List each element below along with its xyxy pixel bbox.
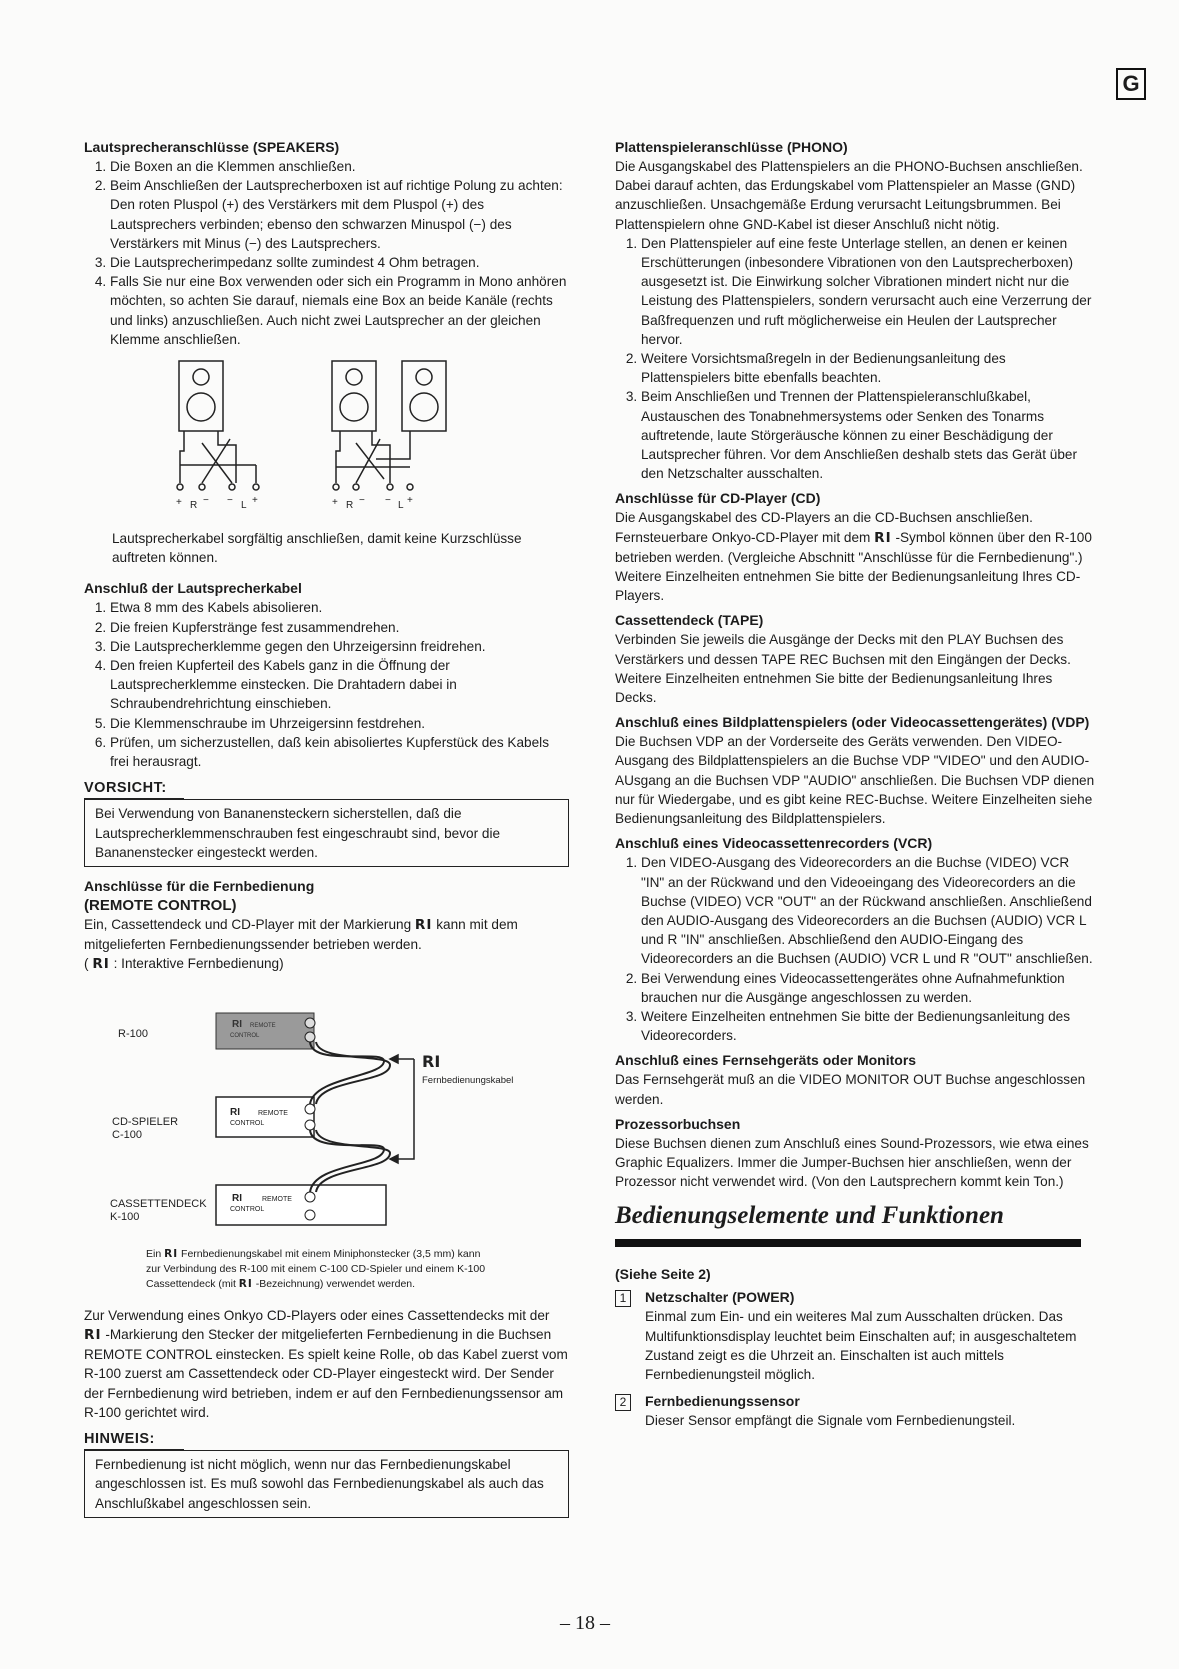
corner-mark: G [1116,68,1146,100]
tv-heading: Anschluß eines Fernsehgeräts oder Monitors [615,1052,917,1069]
list-item: 3. Weitere Einzelheiten entnehmen Sie bitte der Bedienungsanleitung des Videorecorders. [641,1007,1095,1045]
svg-text:RI: RI [232,1192,242,1204]
terminal-label: − [359,495,365,507]
control-item-sensor [615,1392,1095,1430]
terminal-label: + [176,497,182,509]
caution-block [84,779,569,867]
remote-subheading: (REMOTE CONTROL) [84,897,237,915]
hint-text: Fernbedienung ist nicht möglich, wenn nur das Fernbedienungskabel angeschlossen ist. Es muß sowohl das Fernbedienungskabel als auch das Anschlußkabel angeschlossen sein. [95,1457,544,1511]
control-text: Dieser Sensor empfängt die Signale vom Fernbedienungsteil. [645,1413,1016,1429]
controls-title: Bedienungselemente und Funktionen [615,1202,1004,1230]
list-item: 4. Falls Sie nur eine Box verwenden oder sich ein Programm in Mono anhören möchten, so achten Sie darauf, niemals eine Box an beide Kanäle (rechts und links) anzuschließen. Auch nicht zwei Lautsprecher an der gleichen Klemme anschließen. [110,272,569,349]
ri-symbol-icon: RI [84,1326,102,1343]
list-item: 1. Den Plattenspieler auf eine feste Unterlage stellen, an denen er keinen Erschütterungen (inbesondere Vibrationen von den Lautsprecherboxen) ausgesetzt ist. Die Einwirkung solcher Vibrationen mindert nicht nur die Leistung des Plattenspielers, sondern verursacht auch eine Verzerrung der Baßfrequenzen und ruft möglicherweise ein Heulen der Lautsprecher hervor. [641,234,1095,349]
phono-heading: Plattenspieleranschlüsse (PHONO) [615,139,848,155]
processor-section [615,1115,1095,1192]
left-column [84,138,569,1518]
list-item: 2. Beim Anschließen der Lautsprecherboxen ist auf richtige Polung zu achten: Den roten Pluspol (+) des Verstärkers mit dem Pluspol (+) des Lautsprechers verbinden; ebenso den schwarzen Minuspol (−) des Verstärkers mit Minus (−) des Lautsprechers. [110,176,569,253]
ri-symbol-icon: RI [164,1247,179,1260]
terminal-label: L [241,500,247,512]
svg-text:RI: RI [230,1106,240,1118]
terminal-label: R [346,500,354,512]
list-item: 3. Beim Anschließen und Trennen der Plattenspieleranschlußkabel, Austauschen des Tonabnehmersystems oder Senken des Tonarms auftretende, laute Störgeräusche können zu einer Beschädigung der Lautsprecher führen. Vor dem Anschließen deshalb stets das Gerät über den Netzschalter ausschalten. [641,387,1095,483]
svg-text:REMOTE: REMOTE [258,1109,288,1117]
ri-symbol-icon: RI [414,917,433,934]
terminal-label: + [252,495,258,507]
hint-block [84,1430,569,1518]
tv-text: Das Fernsehgerät muß an die VIDEO MONITOR OUT Buchse angeschlossen werden. [615,1072,1086,1107]
list-item: 2. Die freien Kupferstränge fest zusammendrehen. [110,618,569,637]
cable-section [84,579,569,771]
list-item: 1. Den VIDEO-Ausgang des Videorecorders an die Buchse (VIDEO) VCR "IN" an der Rückwand und den Videoeingang des Videorecorders an die Buchse (VIDEO) VCR "OUT" an der Rückwand anschließen. Anschließend den AUDIO-Ausgang des Videorecorders an die Buchsen (AUDIO) VCR L und R "IN" anschließen. Abschließend den AUDIO-Eingang des Videorecorders an die Buchsen (AUDIO) VCR L und R "OUT" anschließen. [641,853,1095,968]
speaker-wiring-diagram [84,355,564,525]
vdp-heading: Anschluß eines Bildplattenspielers (oder Videocassettengerätes) (VDP) [615,714,1090,731]
cd-heading: Anschlüsse für CD-Player (CD) [615,490,821,507]
vdp-section [615,713,1095,828]
ri-symbol-icon: RI [92,956,110,973]
title-rule [615,1239,1081,1247]
list-item: 2. Bei Verwendung eines Videocassettengerätes ohne Aufnahmefunktion brauchen nur die Ausgänge angeschlossen zu werden. [641,969,1095,1007]
list-item: 1. Die Boxen an die Klemmen anschließen. [110,157,569,176]
ri-symbol-icon: RI [238,1277,253,1290]
svg-text:CONTROL: CONTROL [230,1032,260,1039]
item-number: 2 [615,1394,631,1411]
tv-section [615,1051,1095,1108]
ri-symbol-icon: RI [874,529,892,546]
right-column [615,138,1095,1430]
diagram-caption: Ein RI Fernbedienungskabel mit einem Miniphonstecker (3,5 mm) kann zur Verbindung des R-100 mit einem C-100 CD-Spieler und einem K-100 Cassettendeck (mit RI -Bezeichnung) verwendet werden. [146,1247,486,1290]
list-item: 5. Die Klemmenschraube im Uhrzeigersinn festdrehen. [110,714,569,733]
usage-text: Zur Verwendung eines Onkyo CD-Players oder eines Cassettendecks mit der RI -Markierung den Stecker der mitgelieferten Fernbedienung in die Buchsen REMOTE CONTROL einstecken. Es spielt keine Rolle, ob das Kabel zuerst vom R-100 zuerst am Cassettendeck oder CD-Player eingesteckt wird. Der Sender der Fernbedienung wird betrieben, indem er auf den Fernbedienungssensor am R-100 gerichtet wird. [84,1307,568,1420]
caution-text: Bei Verwendung von Bananensteckern sicherstellen, daß die Lautsprecherklemmenschrauben fest eingeschraubt sind, bevor die Bananenstecker eingesteckt werden. [95,806,501,860]
device-label-r100: R-100 [118,1027,148,1040]
caution-title: VORSICHT: [84,779,184,799]
tape-heading: Cassettendeck (TAPE) [615,612,764,629]
svg-text:REMOTE: REMOTE [250,1022,276,1029]
vdp-text: Die Buchsen VDP an der Vorderseite des Geräts verwenden. Den VIDEO-Ausgang des Bildplattenspielers an die Buchse VDP "VIDEO" und den AUDIO-AUsgang an die Buchsen VDP "AUDIO" anschließen. Die Buchsen VDP dienen nur für Wiedergabe, und es gibt keine REC-Buchse. Weitere Einzelheiten siehe Bedienungsanleitung des Bildplattenspielers. [615,734,1095,827]
item-number: 1 [615,1290,631,1307]
cd-text: Die Ausgangskabel des CD-Players an die CD-Buchsen anschließen. Fernsteuerbare Onkyo-CD-Player mit dem RI -Symbol können über den R-100 betrieben werden. (Vergleiche Abschnitt "Anschlüsse für die Fernbedienung".) Weitere Einzelheiten entnehmen Sie bitte der Bedienungsanleitung Ihres CD-Players. [615,510,1092,604]
control-text: Einmal zum Ein- und ein weiteres Mal zum Ausschalten drücken. Das Multifunktionsdisplay leuchtet beim Einschalten auf; in ausgeschaltetem Zustand zeigt es die Uhrzeit an. Einschalten ist auch mittels Fernbedienungsteil möglich. [645,1309,1077,1382]
terminal-label: + [407,495,413,507]
list-item: 2. Weitere Vorsichtsmaßregeln in der Bedienungsanleitung des Plattenspielers bitte ebenfalls beachten. [641,349,1095,387]
list-item: 6. Prüfen, um sicherzustellen, daß kein abisoliertes Kupferstück des Kabels frei herausragt. [110,733,569,771]
hint-box [84,1450,569,1518]
phono-section [615,138,1095,483]
svg-text:CONTROL: CONTROL [230,1119,265,1127]
speakers-section [84,138,569,349]
tape-section [615,611,1095,707]
device-sub-tape: K-100 [110,1210,140,1223]
jack-ri-label: RI [232,1018,242,1030]
phono-text: Die Ausgangskabel des Plattenspielers an die PHONO-Buchsen anschließen. Dabei darauf achten, das Erdungskabel vom Plattenspieler an Masse (GND) anzuschließen. Unsachgemäße Erdung verursacht Leitungsbrummen. Bei Plattenspielern ohne GND-Kabel ist dieser Anschluß nicht nötig. [615,159,1083,232]
terminal-label: R [190,500,198,512]
list-item: 3. Die Lautsprecherklemme gegen den Uhrzeigersinn freidrehen. [110,637,569,656]
device-label-tape: CASSETTENDECK [110,1197,207,1210]
see-page-note: (Siehe Seite 2) [615,1266,711,1283]
remote-text: Ein, Cassettendeck und CD-Player mit der Markierung RI kann mit dem mitgelieferten Fernbedienungssender betrieben werden. [84,917,518,953]
svg-text:CONTROL: CONTROL [230,1205,265,1213]
terminal-label: − [385,495,391,507]
speaker-caption: Lautsprecherkabel sorgfältig anschließen, damit keine Kurzschlüsse auftreten können. [112,531,522,566]
processor-text: Diese Buchsen dienen zum Anschluß eines Sound-Prozessors, wie etwa eines Graphic Equalizers. Immer die Jumper-Buchsen hier anschließen, wenn der Prozessor nicht verwendet wird. (Von den Lautsprechern kommt kein Ton.) [615,1135,1089,1190]
speakers-heading: Lautsprecheranschlüsse (SPEAKERS) [84,139,340,155]
caution-box [84,799,569,867]
tape-text: Verbinden Sie jeweils die Ausgänge der Decks mit den PLAY Buchsen des Verstärkers und dessen TAPE REC Buchsen mit den Eingängen der Decks. Weitere Einzelheiten entnehmen Sie bitte der Bedienungsanleitung Ihres Decks. [615,632,1071,706]
processor-heading: Prozessorbuchsen [615,1115,741,1132]
terminal-label: + [332,497,338,509]
controls-section [615,1201,1095,1430]
vcr-section [615,834,1095,1045]
control-title: Fernbedienungssensor [645,1393,800,1410]
vcr-heading: Anschluß eines Videocassettenrecorders (VCR) [615,835,933,852]
list-item: 3. Die Lautsprecherimpedanz sollte zumindest 4 Ohm betragen. [110,253,569,272]
control-title: Netzschalter (POWER) [645,1289,795,1306]
terminal-label: L [398,500,404,512]
terminal-label: − [203,495,209,507]
terminal-label: − [227,495,233,507]
cd-section [615,489,1095,605]
remote-section [84,877,569,975]
cable-label: Fernbedienungskabel [422,1074,514,1086]
svg-text:REMOTE: REMOTE [262,1195,292,1203]
list-item: 1. Etwa 8 mm des Kabels abisolieren. [110,598,569,617]
list-item: 4. Den freien Kupferteil des Kabels ganz in die Öffnung der Lautsprecherklemme einstecken. Die Drahtadern dabei in Schraubendrehrichtung einschieben. [110,656,569,714]
control-item-power [615,1288,1095,1384]
page-number: – 18 – [560,1612,610,1634]
cable-ri-symbol: RI [422,1051,441,1071]
remote-note: ( RI : Interaktive Fernbedienung) [84,956,284,973]
remote-connection-diagram [84,987,564,1237]
cable-heading: Anschluß der Lautsprecherkabel [84,580,302,597]
hint-title: HINWEIS: [84,1430,184,1450]
remote-heading: Anschlüsse für die Fernbedienung [84,878,315,895]
device-label-cd: CD-SPIELER [112,1115,179,1128]
device-sub-cd: C-100 [112,1128,142,1141]
